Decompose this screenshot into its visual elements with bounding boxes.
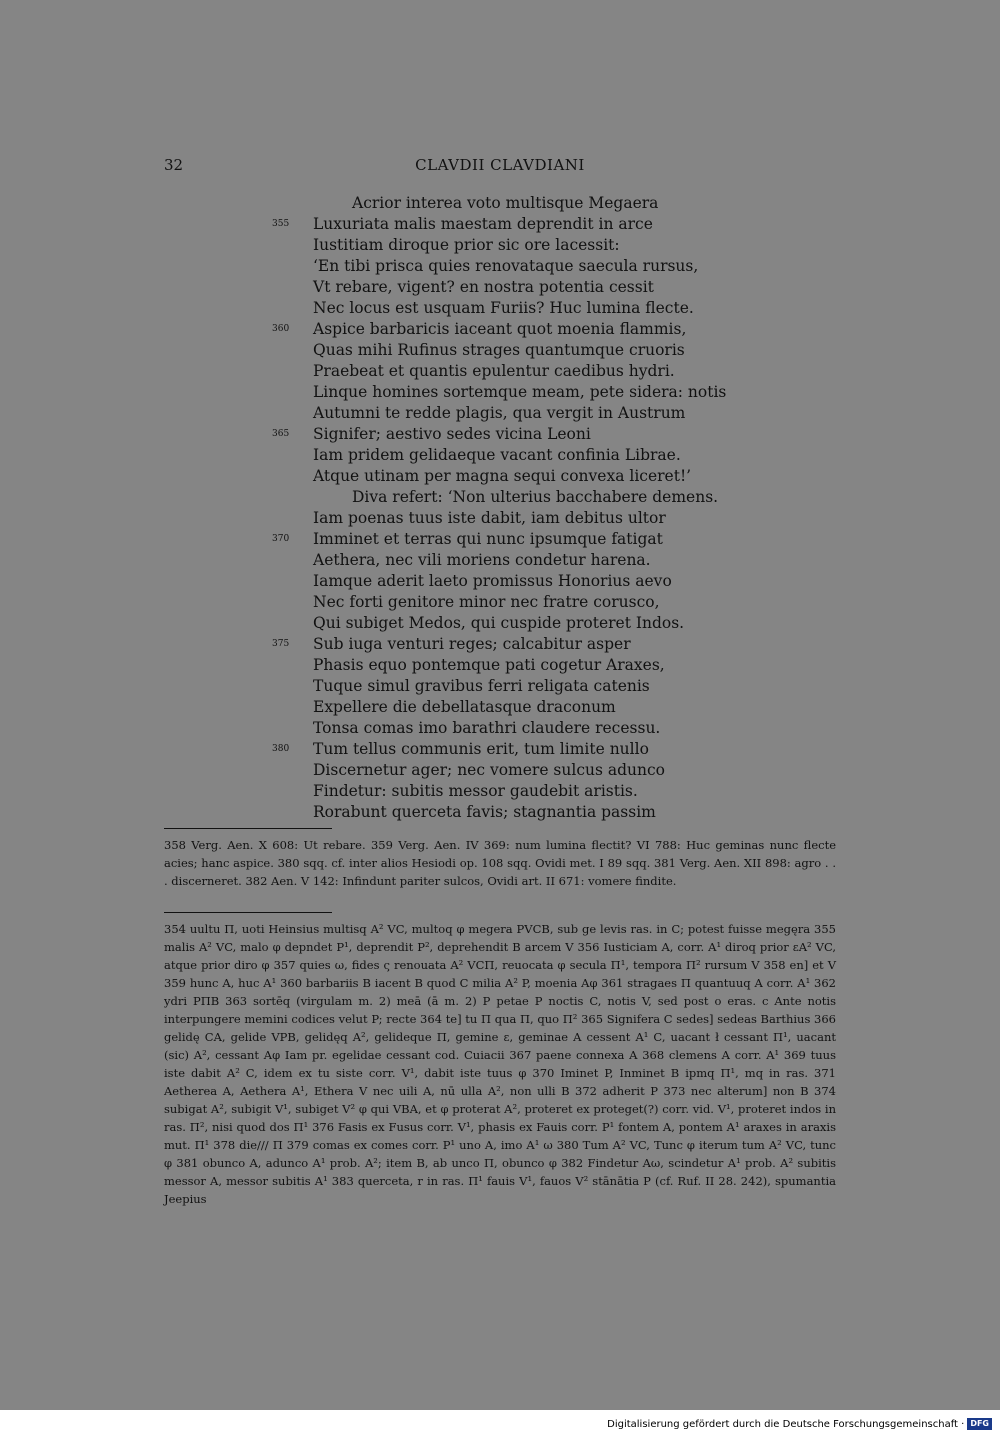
verse-line	[0, 592, 1000, 613]
line-number: 360	[272, 324, 290, 334]
verse-text: Tum tellus communis erit, tum limite nullo	[313, 740, 649, 758]
verse-text: Rorabunt querceta favis; stagnantia passim	[313, 803, 656, 821]
verse-line	[0, 529, 1000, 550]
page-number: 32	[164, 156, 184, 174]
verse-text: Iustitiam diroque prior sic ore lacessit:	[313, 236, 620, 254]
verse-text: Qui subiget Medos, qui cuspide proteret Indos.	[313, 614, 685, 632]
verse-text: Imminet et terras qui nunc ipsumque fatigat	[313, 530, 663, 548]
separator-line	[164, 912, 332, 913]
verse-line	[0, 676, 1000, 697]
verse-line	[0, 718, 1000, 739]
verse-line	[0, 739, 1000, 760]
verse-line	[0, 277, 1000, 298]
verse-line	[0, 508, 1000, 529]
verse-text: Atque utinam per magna sequi convexa liceret!’	[313, 467, 692, 485]
verse-line	[0, 235, 1000, 256]
testimonia	[164, 836, 836, 890]
verse-text: ‘En tibi prisca quies renovataque saecula rursus,	[313, 257, 699, 275]
verse-line	[0, 613, 1000, 634]
verse-line	[0, 214, 1000, 235]
verse-line	[0, 760, 1000, 781]
verse-line	[0, 193, 1000, 214]
verse-text: Iam pridem gelidaeque vacant confinia Librae.	[313, 446, 681, 464]
footer	[0, 1418, 992, 1434]
verse-line	[0, 802, 1000, 823]
verse-line	[0, 634, 1000, 655]
verse-text: Nec forti genitore minor nec fratre corusco,	[313, 593, 660, 611]
verse-text: Quas mihi Rufinus strages quantumque cruoris	[313, 341, 685, 359]
verse-line	[0, 487, 1000, 508]
verse-line	[0, 550, 1000, 571]
verse-text: Vt rebare, vigent? en nostra potentia cessit	[313, 278, 654, 296]
verse-text: Nec locus est usquam Furiis? Huc lumina flecte.	[313, 299, 694, 317]
verse-text: Luxuriata malis maestam deprendit in arce	[313, 215, 653, 233]
line-number: 370	[272, 534, 290, 544]
verse-line	[0, 361, 1000, 382]
verse-text: Linque homines sortemque meam, pete sidera: notis	[313, 383, 727, 401]
running-title: CLAVDII CLAVDIANI	[415, 156, 585, 174]
verse-text: Signifer; aestivo sedes vicina Leoni	[313, 425, 591, 443]
running-header	[164, 156, 836, 180]
verse-line	[0, 781, 1000, 802]
verse-text: Tonsa comas imo barathri claudere recessu.	[313, 719, 661, 737]
verse-line	[0, 298, 1000, 319]
line-number: 380	[272, 744, 290, 754]
verse-line	[0, 466, 1000, 487]
verse-line	[0, 655, 1000, 676]
verse-text: Findetur: subitis messor gaudebit aristis.	[313, 782, 638, 800]
verse-line	[0, 697, 1000, 718]
verse-line	[0, 424, 1000, 445]
line-number: 355	[272, 219, 290, 229]
verse-text: Sub iuga venturi reges; calcabitur asper	[313, 635, 631, 653]
verse-line	[0, 382, 1000, 403]
dfg-logo: DFG	[967, 1418, 992, 1430]
verse-text: Iamque aderit laeto promissus Honorius aevo	[313, 572, 672, 590]
verse-text: Phasis equo pontemque pati cogetur Araxes,	[313, 656, 665, 674]
verse-text: Acrior interea voto multisque Megaera	[352, 194, 659, 212]
verse-text: Diva refert: ‘Non ulterius bacchabere demens.	[352, 488, 719, 506]
testimonia-text: 358 Verg. Aen. X 608: Ut rebare. 359 Verg. Aen. IV 369: num lumina flectit? VI 788: Huc geminas nunc flecte acies; hanc aspice. 380 sqq. cf. inter alios Hesiodi op. 108 sqq. Ovidi met. I 89 sqq. 381 Verg. Aen. XII 898: agro . . . discerneret. 382 Aen. V 142: Infindunt pariter sulcos, Ovidi art. II 671: vomere findite.	[164, 838, 836, 888]
verse-text: Tuque simul gravibus ferri religata catenis	[313, 677, 650, 695]
verse-line	[0, 445, 1000, 466]
critical-apparatus	[164, 920, 836, 1208]
verse-text: Expellere die debellatasque draconum	[313, 698, 616, 716]
verse-text: Discernetur ager; nec vomere sulcus adunco	[313, 761, 666, 779]
line-number: 365	[272, 429, 290, 439]
footer-text: Digitalisierung gefördert durch die Deutsche Forschungsgemeinschaft ·	[607, 1419, 965, 1430]
verse-text: Aethera, nec vili moriens condetur harena.	[313, 551, 651, 569]
apparatus-text: 354 uultu Π, uoti Heinsius multisq A² VC, multoq φ megera PVCB, sub ge levis ras. in C; potest fuisse megęra 355 malis A² VC, malo φ depndet P¹, deprendit P², deprehendit B arcem V 356 Iusticiam A, corr. A¹ diroq prior εA² VC, atque prior diro φ 357 quies ω, fides ς renouata A² VCΠ, reuocata φ secula Π¹, tempora Π² rursum V 358 en] et V 359 hunc A, huc A¹ 360 barbariis B iacent B quod C milia A² P, moenia Aφ 361 stragaes Π quantuuq A corr. A¹ 362 ydri PΠB 363 sortēq (virgulam m. 2) meā (ā m. 2) P petae P noctis C, notis V, sed post o eras. c Ante notis interpungere memini codices velut P; recte 364 te] tu Π qua Π, quo Π² 365 Signifera C sedes] sedeas Barthius 366 gelidę CA, gelide VPB, gelidęq A², gelideque Π, gemine ε, geminae A cessent A¹ C, uacant ł cessant Π¹, uacant (sic) A², cessant Aφ Iam pr. egelidae cessant cod. Cuiacii 367 paene connexa A 368 clemens A corr. A¹ 369 tuus iste dabit A² C, idem ex tu siste corr. V¹, dabit iste tuus φ 370 Iminet P, Inminet B ipmq Π¹, mq in ras. 371 Aetherea A, Aethera A¹, Ethera V nec uili A, nū ulla A², non ulli B 372 adherit P 373 nec alterum] non B 374 subigat A², subigit V¹, subiget V² φ qui VBA, et φ proterat A², proteret ex proteget(?) corr. vid. V¹, proteret indos in ras. Π², nisi quod dos Π¹ 376 Fasis ex Fusus corr. V¹, phasis ex Fauis corr. P¹ fontem A, pontem A¹ araxes in araxis mut. Π¹ 378 die/// Π 379 comas ex comes corr. P¹ uno A, imo A¹ ω 380 Tum A² VC, Tunc φ iterum tum A² VC, tunc φ 381 obunco A, adunco A¹ prob. A²; item B, ab unco Π, obunco φ 382 Findetur Aω, scindetur A¹ prob. A² subitis messor A, messor subitis A¹ 383 querceta, r in ras. Π¹ fauis V¹, fauos V² stānātia P (cf. Ruf. II 28. 242), spumantia Jeepius	[164, 922, 836, 1206]
verse-line	[0, 256, 1000, 277]
verse-line	[0, 571, 1000, 592]
verse-line	[0, 319, 1000, 340]
verse-text: Iam poenas tuus iste dabit, iam debitus ultor	[313, 509, 666, 527]
line-number: 375	[272, 639, 290, 649]
verse-text: Autumni te redde plagis, qua vergit in Austrum	[313, 404, 686, 422]
poem-text	[0, 193, 1000, 823]
verse-text: Aspice barbaricis iaceant quot moenia flammis,	[313, 320, 687, 338]
separator-line	[164, 828, 332, 829]
verse-line	[0, 403, 1000, 424]
verse-line	[0, 340, 1000, 361]
verse-text: Praebeat et quantis epulentur caedibus hydri.	[313, 362, 675, 380]
